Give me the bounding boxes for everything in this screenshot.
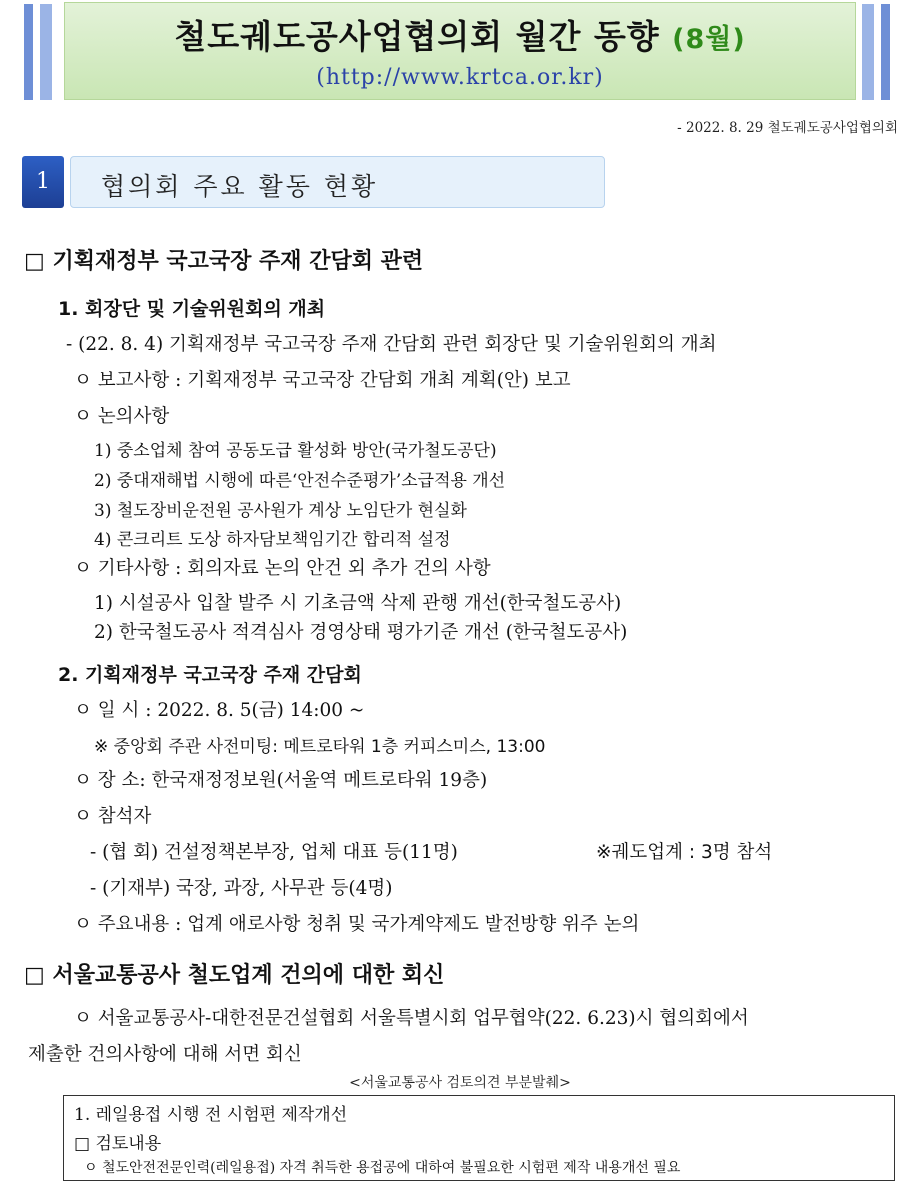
- issue-dateline: - 2022. 8. 29 철도궤도공사업협의회: [677, 120, 898, 136]
- sub1-other: ㅇ 기타사항 : 회의자료 논의 안건 외 추가 건의 사항: [74, 558, 491, 579]
- topic2-heading: □ 서울교통공사 철도업계 건의에 대한 회신: [24, 963, 445, 988]
- section-title: 협의회 주요 활동 현황: [101, 172, 379, 201]
- newsletter-title-text: 철도궤도공사업협의회 월간 동향: [174, 17, 660, 56]
- sub1-report: ㅇ 보고사항 : 기획재정부 국고국장 간담회 개최 계획(안) 보고: [74, 370, 571, 391]
- sub2-content: ㅇ 주요내용 : 업계 애로사항 청취 및 국가계약제도 발전방향 위주 논의: [74, 914, 640, 935]
- topic2-paragraph-line1: ㅇ 서울교통공사-대한전문건설협회 서울특별시회 업무협약(22. 6.23)시 협의회에서: [74, 1008, 749, 1029]
- excerpt-line-3: ㅇ 철도안전전문인력(레일용접) 자격 취득한 용접공에 대하여 불필요한 시험편 제작 내용개선 필요: [84, 1160, 681, 1176]
- discuss-item-2: 2) 중대재해법 시행에 따른‘안전수준평가’소급적용 개선: [94, 471, 506, 491]
- discuss-item-1: 1) 중소업체 참여 공동도급 활성화 방안(국가철도공단): [94, 441, 497, 461]
- sub2-place: ㅇ 장 소: 한국재정정보원(서울역 메트로타워 19층): [74, 770, 488, 791]
- sub2-premeeting: ※ 중앙회 주관 사전미팅: 메트로타워 1층 커피스미스, 13:00: [94, 737, 546, 757]
- excerpt-line-2: □ 검토내용: [74, 1134, 162, 1154]
- excerpt-line-1: 1. 레일용접 시행 전 시험편 제작개선: [74, 1105, 348, 1125]
- banner-left-stripe-light: [40, 4, 52, 100]
- sub1-heading: 1. 회장단 및 기술위원회의 개최: [58, 298, 326, 320]
- sub2-attendees: ㅇ 참석자: [74, 806, 152, 827]
- newsletter-title: [65, 11, 855, 58]
- website-url[interactable]: (http://www.krtca.or.kr): [316, 65, 604, 90]
- newsletter-month: (8월): [672, 24, 746, 55]
- sub1-line: - (22. 8. 4) 기획재정부 국고국장 주재 간담회 관련 회장단 및 기술위원회의 개최: [66, 334, 717, 355]
- topic2-paragraph-line2: 제출한 건의사항에 대해 서면 회신: [28, 1044, 302, 1065]
- sub2-heading: 2. 기획재정부 국고국장 주재 간담회: [58, 664, 362, 686]
- attendee-ministry: - (기재부) 국장, 과장, 사무관 등(4명): [90, 878, 393, 899]
- sub1-discuss: ㅇ 논의사항: [74, 406, 170, 427]
- topic1-heading: □ 기획재정부 국고국장 주재 간담회 관련: [24, 249, 424, 274]
- banner-left-stripe-dark: [24, 4, 33, 100]
- excerpt-box: [63, 1095, 895, 1181]
- banner-right-stripe-dark: [881, 4, 890, 100]
- section-title-box: [70, 156, 605, 208]
- excerpt-caption: <서울교통공사 검토의견 부분발췌>: [349, 1075, 571, 1091]
- attendee-association: - (협 회) 건설정책본부장, 업체 대표 등(11명): [90, 842, 458, 863]
- other-item-2: 2) 한국철도공사 적격심사 경영상태 평가기준 개선 (한국철도공사): [94, 622, 628, 643]
- title-banner: [64, 2, 856, 100]
- sub2-datetime: ㅇ 일 시 : 2022. 8. 5(금) 14:00 ~: [74, 700, 365, 721]
- discuss-item-4: 4) 콘크리트 도상 하자담보책임기간 합리적 설정: [94, 530, 451, 550]
- attendee-association-note: ※궤도업계 : 3명 참석: [596, 842, 773, 863]
- discuss-item-3: 3) 철도장비운전원 공사원가 계상 노임단가 현실화: [94, 501, 467, 521]
- banner-right-stripe-light: [862, 4, 874, 100]
- other-item-1: 1) 시설공사 입찰 발주 시 기초금액 삭제 관행 개선(한국철도공사): [94, 593, 622, 614]
- section-number-badge: 1: [22, 156, 64, 208]
